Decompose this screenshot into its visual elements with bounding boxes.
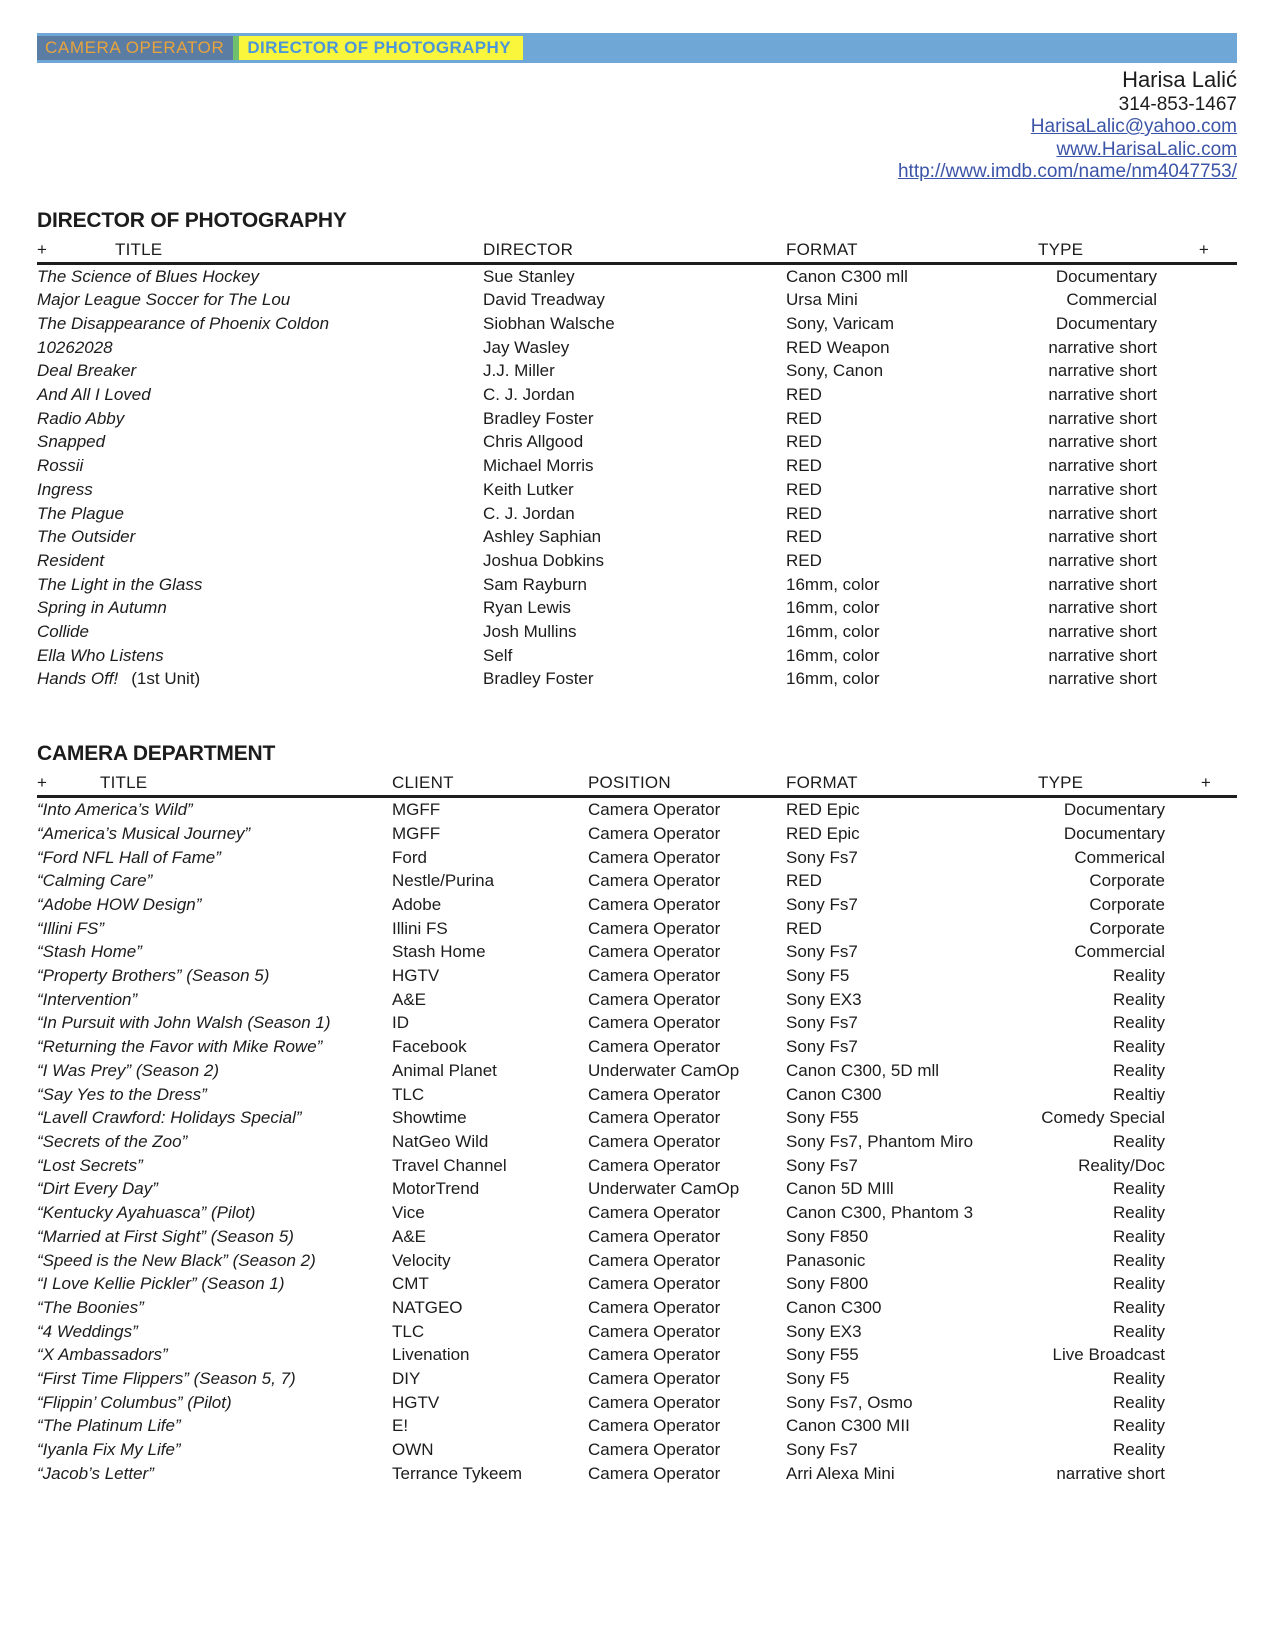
- cam-row-position: Camera Operator: [588, 1440, 721, 1460]
- cam-row-client: Stash Home: [392, 942, 486, 962]
- cam-row-title: “Married at First Sight” (Season 5): [37, 1226, 294, 1246]
- cam-row-client: DIY: [392, 1369, 421, 1389]
- cam-row-format: Canon C300, Phantom 3: [786, 1203, 974, 1223]
- cam-row-position: Camera Operator: [588, 1369, 721, 1389]
- cam-row: [37, 1272, 1237, 1296]
- cam-row-format: Sony Fs7: [786, 1037, 858, 1057]
- dp-row-director: Ashley Saphian: [483, 527, 602, 547]
- cam-row-position: Camera Operator: [588, 871, 721, 891]
- cam-row: [37, 1249, 1237, 1273]
- dp-section-heading: DIRECTOR OF PHOTOGRAPHY: [37, 208, 347, 232]
- cam-header-type: TYPE: [1038, 773, 1084, 793]
- cam-row-position: Camera Operator: [588, 1132, 721, 1151]
- cam-row-client: TLC: [392, 1321, 425, 1341]
- dp-row-director: Ryan Lewis: [483, 598, 571, 618]
- cam-row-format: RED Epic: [786, 800, 860, 820]
- cam-row-client: MGFF: [392, 800, 441, 820]
- cam-row-client: Velocity: [392, 1250, 451, 1270]
- dp-row-type: narrative short: [1048, 361, 1157, 381]
- cam-row-title: “Flippin’ Columbus” (Pilot): [37, 1392, 232, 1412]
- cam-row-position: Underwater CamOp: [588, 1060, 740, 1080]
- cam-row-title: “Adobe HOW Design”: [37, 894, 202, 914]
- cam-row-position: Camera Operator: [588, 1274, 721, 1294]
- cam-row-type: Commercial: [1074, 942, 1165, 962]
- cam-row-type: Comedy Special: [1041, 1108, 1165, 1128]
- cam-row-client: Vice: [392, 1203, 425, 1223]
- dp-row-type: narrative short: [1048, 479, 1157, 499]
- dp-row-format: RED: [786, 456, 822, 476]
- dp-row-title: Snapped: [37, 432, 106, 452]
- dp-row-type: narrative short: [1048, 456, 1157, 476]
- dp-row-format: 16mm, color: [786, 622, 880, 642]
- cam-row-client: CMT: [392, 1274, 429, 1294]
- dp-row: [37, 502, 1237, 526]
- dp-row: [37, 288, 1237, 312]
- cam-row: [37, 1035, 1237, 1059]
- cam-row-position: Camera Operator: [588, 1155, 721, 1175]
- cam-header-type-cell: [1038, 773, 1237, 793]
- dp-row-director: Chris Allgood: [483, 432, 584, 452]
- header-highlight-bar: [37, 33, 1237, 63]
- dp-row-director: Jay Wasley: [483, 337, 570, 357]
- cam-row-position: Camera Operator: [588, 966, 721, 986]
- cam-row-type: Reality: [1113, 1179, 1165, 1199]
- dp-row-type: Documentary: [1055, 313, 1157, 333]
- cam-row-type: Corporate: [1089, 918, 1165, 938]
- cam-row: [37, 798, 1237, 822]
- cam-row-title: “I Was Prey” (Season 2): [37, 1060, 220, 1080]
- cam-row: [37, 1130, 1237, 1154]
- dp-row-format: 16mm, color: [786, 574, 880, 594]
- dp-row-title: The Disappearance of Phoenix Coldon: [37, 313, 330, 333]
- cam-row-type: Documentary: [1063, 823, 1165, 843]
- cam-row-client: MGFF: [392, 823, 441, 843]
- dp-row-format: RED: [786, 385, 822, 405]
- cam-row-position: Camera Operator: [588, 894, 721, 914]
- dp-row-director: Siobhan Walsche: [483, 313, 615, 333]
- cam-row-title: “Dirt Every Day”: [37, 1179, 158, 1199]
- dp-row-title: Ella Who Listens: [37, 645, 164, 665]
- cam-row-type: Reality: [1113, 1132, 1165, 1151]
- cam-row: [37, 964, 1237, 988]
- cam-row-client: A&E: [392, 989, 427, 1009]
- dp-row-format: 16mm, color: [786, 669, 880, 689]
- cam-row-position: Camera Operator: [588, 1250, 721, 1270]
- dp-row-title-suffix: (1st Unit): [131, 669, 201, 689]
- dp-row-type: narrative short: [1048, 622, 1157, 642]
- cam-row-position: Camera Operator: [588, 1297, 721, 1317]
- cam-row-type: Reality: [1113, 966, 1165, 986]
- cam-row-type: Reality: [1113, 1416, 1165, 1436]
- dp-row-type: narrative short: [1048, 337, 1157, 357]
- cam-row-position: Camera Operator: [588, 823, 721, 843]
- dp-row-title: 10262028: [37, 337, 113, 357]
- cam-row-type: Commerical: [1074, 847, 1165, 867]
- dp-row-title: Rossii: [37, 456, 84, 476]
- dp-row-type: narrative short: [1048, 645, 1157, 665]
- cam-row-type: Realtiy: [1113, 1084, 1165, 1104]
- dp-table-rows: [37, 265, 1237, 692]
- cam-row-position: Camera Operator: [588, 1392, 721, 1412]
- cam-row-type: Reality/Doc: [1078, 1155, 1165, 1175]
- cam-row: [37, 1177, 1237, 1201]
- dp-row-director: Keith Lutker: [483, 479, 574, 499]
- cam-row-type: Reality: [1113, 1440, 1165, 1460]
- cam-row: [37, 822, 1237, 846]
- contact-block: [37, 67, 1237, 184]
- cam-row: [37, 988, 1237, 1012]
- dp-row-director: Joshua Dobkins: [483, 550, 604, 570]
- cam-row-type: Reality: [1113, 1203, 1165, 1223]
- dp-row-format: Canon C300 mll: [786, 266, 908, 286]
- cam-row-title: “America’s Musical Journey”: [37, 823, 251, 843]
- dp-row-format: 16mm, color: [786, 598, 880, 618]
- dp-row: [37, 644, 1237, 668]
- plus-sign-right: +: [1200, 773, 1211, 793]
- contact-name: Harisa Lalić: [1122, 67, 1237, 92]
- cam-row-format: Canon 5D MIll: [786, 1179, 894, 1199]
- cam-row-client: HGTV: [392, 1392, 440, 1412]
- imdb-link[interactable]: http://www.imdb.com/name/nm4047753/: [897, 161, 1237, 182]
- cam-row-format: Panasonic: [786, 1250, 866, 1270]
- camera-department-section: [37, 742, 1237, 1485]
- cam-row-position: Camera Operator: [588, 1416, 721, 1436]
- dp-row-title: Deal Breaker: [37, 361, 137, 381]
- cam-row-title: “X Ambassadors”: [37, 1345, 168, 1365]
- cam-row-format: Sony F5: [786, 1369, 850, 1389]
- cam-row-format: Sony Fs7, Osmo: [786, 1392, 913, 1412]
- cam-row-title: “In Pursuit with John Walsh (Season 1): [37, 1013, 331, 1033]
- dp-row: [37, 383, 1237, 407]
- cam-row-client: Facebook: [392, 1037, 467, 1057]
- cam-row-type: Reality: [1113, 1250, 1165, 1270]
- cam-row-client: TLC: [392, 1084, 425, 1104]
- cam-row-title: “Lavell Crawford: Holidays Special”: [37, 1108, 302, 1128]
- dp-row: [37, 549, 1237, 573]
- cam-row-position: Camera Operator: [588, 942, 721, 962]
- dp-row-director: C. J. Jordan: [483, 385, 575, 405]
- cam-row-type: Reality: [1113, 1392, 1165, 1412]
- dp-row: [37, 359, 1237, 383]
- cam-row-title: “Iyanla Fix My Life”: [37, 1440, 181, 1460]
- cam-row-format: Sony Fs7: [786, 1155, 858, 1175]
- dp-row-director: Self: [483, 645, 513, 665]
- dp-row-title: The Light in the Glass: [37, 574, 203, 594]
- cam-row-client: MotorTrend: [392, 1179, 480, 1199]
- cam-row: [37, 1106, 1237, 1130]
- cam-row-client: Animal Planet: [392, 1060, 497, 1080]
- dp-row-type: narrative short: [1048, 550, 1157, 570]
- dp-row: [37, 620, 1237, 644]
- cam-row: [37, 1391, 1237, 1415]
- dp-row-type: narrative short: [1048, 503, 1157, 523]
- cam-row-position: Camera Operator: [588, 800, 721, 820]
- dp-row-title: And All I Loved: [37, 385, 151, 405]
- cam-row-client: OWN: [392, 1440, 434, 1460]
- dp-row: [37, 265, 1237, 289]
- cam-header-client: CLIENT: [392, 773, 454, 793]
- cam-row-format: RED: [786, 871, 822, 891]
- cam-header-format: FORMAT: [786, 773, 858, 793]
- plus-sign-right: +: [1198, 239, 1209, 259]
- cam-row-position: Camera Operator: [588, 1084, 721, 1104]
- dp-header-format: FORMAT: [786, 239, 858, 259]
- dp-row-type: narrative short: [1048, 432, 1157, 452]
- cam-row-client: NATGEO: [392, 1297, 463, 1317]
- cam-row-type: Reality: [1113, 1037, 1165, 1057]
- cam-row-type: Live Broadcast: [1052, 1345, 1165, 1365]
- cam-row-position: Camera Operator: [588, 1463, 721, 1483]
- cam-row-format: RED: [786, 918, 822, 938]
- cam-row: [37, 940, 1237, 964]
- cam-row-format: Sony Fs7: [786, 894, 858, 914]
- plus-sign-left: +: [37, 773, 48, 793]
- cam-row-type: Reality: [1113, 1013, 1165, 1033]
- cam-row: [37, 1343, 1237, 1367]
- cam-row-format: Sony Fs7: [786, 847, 858, 867]
- dp-row: [37, 667, 1237, 691]
- cam-row-title: “Speed is the New Black” (Season 2): [37, 1250, 316, 1270]
- cam-row-position: Camera Operator: [588, 1037, 721, 1057]
- cam-row-title: “Into America’s Wild”: [37, 800, 193, 820]
- camera-operator-label: CAMERA OPERATOR: [37, 36, 233, 60]
- dp-row-title: Resident: [37, 550, 105, 570]
- cam-row: [37, 917, 1237, 941]
- cam-row-format: Canon C300, 5D mll: [786, 1060, 940, 1080]
- cam-row-format: Sony Fs7: [786, 942, 858, 962]
- cam-row-format: Canon C300: [786, 1084, 882, 1104]
- cam-row-type: Reality: [1113, 1297, 1165, 1317]
- cam-row-client: NatGeo Wild: [392, 1132, 489, 1151]
- cam-row-client: Livenation: [392, 1345, 470, 1365]
- website-link[interactable]: www.HarisaLalic.com: [1056, 138, 1237, 160]
- cam-row-position: Camera Operator: [588, 918, 721, 938]
- cam-row-title: “4 Weddings”: [37, 1321, 138, 1341]
- cam-row: [37, 1011, 1237, 1035]
- cam-row-client: Adobe: [392, 894, 442, 914]
- cam-row-position: Camera Operator: [588, 1345, 721, 1365]
- cam-row-position: Underwater CamOp: [588, 1179, 740, 1199]
- cam-row: [37, 1225, 1237, 1249]
- cam-row-position: Camera Operator: [588, 847, 721, 867]
- cam-row-title: “Lost Secrets”: [37, 1155, 143, 1175]
- dp-row-type: Documentary: [1055, 266, 1157, 286]
- cam-row: [37, 1462, 1237, 1486]
- dp-row-director: David Treadway: [483, 290, 605, 310]
- dp-row-format: RED: [786, 432, 822, 452]
- dp-section: [37, 209, 1237, 692]
- dp-row-director: Sue Stanley: [483, 266, 575, 286]
- cam-table-rows: [37, 798, 1237, 1485]
- dp-row: [37, 336, 1237, 360]
- cam-header-title: TITLE: [100, 773, 148, 793]
- cam-row-type: Reality: [1113, 1274, 1165, 1294]
- cam-header-position: POSITION: [588, 773, 671, 793]
- cam-row-format: RED Epic: [786, 823, 860, 843]
- dp-row-director: Michael Morris: [483, 456, 594, 476]
- cam-row-title: “Kentucky Ayahuasca” (Pilot): [37, 1203, 256, 1223]
- cam-row: [37, 1367, 1237, 1391]
- cam-row-format: Sony Fs7: [786, 1440, 858, 1460]
- cam-row-title: “Stash Home”: [37, 942, 142, 962]
- cam-row-title: “I Love Kellie Pickler” (Season 1): [37, 1274, 285, 1294]
- cam-row-format: Sony F850: [786, 1226, 869, 1246]
- dp-row-type: narrative short: [1048, 408, 1157, 428]
- camera-department-heading: CAMERA DEPARTMENT: [37, 742, 276, 766]
- dp-row-title: The Plague: [37, 503, 124, 523]
- dp-row-type: narrative short: [1048, 574, 1157, 594]
- cam-row: [37, 1083, 1237, 1107]
- dp-row: [37, 525, 1237, 549]
- cam-row-type: Documentary: [1063, 800, 1165, 820]
- cam-row: [37, 1320, 1237, 1344]
- dp-row-type: narrative short: [1048, 598, 1157, 618]
- cam-row-client: Travel Channel: [392, 1155, 507, 1175]
- dp-row-title: The Outsider: [37, 527, 136, 547]
- cam-row-client: Illini FS: [392, 918, 448, 938]
- cam-row-title: “Say Yes to the Dress”: [37, 1084, 207, 1104]
- cam-row-format: Sony F5: [786, 966, 850, 986]
- email-link[interactable]: HarisaLalic@yahoo.com: [1030, 116, 1237, 137]
- cam-row-client: Showtime: [392, 1108, 467, 1128]
- cam-row-format: Sony Fs7: [786, 1013, 858, 1033]
- cam-row-client: A&E: [392, 1226, 427, 1246]
- cam-row-type: Corporate: [1089, 894, 1165, 914]
- cam-row-title: “Secrets of the Zoo”: [37, 1132, 188, 1151]
- dp-row-title: The Science of Blues Hockey: [37, 266, 260, 286]
- cam-header-title-cell: [37, 773, 392, 793]
- cam-row-client: Nestle/Purina: [392, 871, 495, 891]
- cam-row-title: “Property Brothers” (Season 5): [37, 966, 270, 986]
- dp-row-title: Hands Off! (1st Unit): [37, 669, 201, 689]
- dp-header-title: TITLE: [115, 239, 163, 259]
- cam-row-title: “Intervention”: [37, 989, 138, 1009]
- cam-row-format: Sony Fs7, Phantom Miro: [786, 1132, 974, 1151]
- dp-row: [37, 573, 1237, 597]
- cam-row-type: narrative short: [1056, 1463, 1165, 1483]
- dp-header-director: DIRECTOR: [483, 239, 574, 259]
- cam-row-format: Sony F55: [786, 1345, 859, 1365]
- cam-row-title: “Jacob’s Letter”: [37, 1463, 154, 1483]
- dp-row: [37, 407, 1237, 431]
- dp-row-title: Radio Abby: [37, 408, 125, 428]
- cam-row-position: Camera Operator: [588, 1321, 721, 1341]
- dp-row-format: RED: [786, 527, 822, 547]
- cam-row-title: “First Time Flippers” (Season 5, 7): [37, 1369, 296, 1389]
- dp-row-director: C. J. Jordan: [483, 503, 575, 523]
- dp-row-director: Sam Rayburn: [483, 574, 587, 594]
- cam-row-client: ID: [392, 1013, 409, 1033]
- dp-row-format: Sony, Canon: [786, 361, 884, 381]
- dp-header-type-cell: [1038, 240, 1237, 260]
- cam-row-type: Reality: [1113, 989, 1165, 1009]
- cam-row: [37, 846, 1237, 870]
- dp-row-type: Commercial: [1066, 290, 1157, 310]
- cam-row: [37, 893, 1237, 917]
- cam-row-type: Reality: [1113, 1369, 1165, 1389]
- cam-row-type: Reality: [1113, 1321, 1165, 1341]
- dp-row: [37, 430, 1237, 454]
- cam-row-position: Camera Operator: [588, 1226, 721, 1246]
- dp-row-format: RED: [786, 550, 822, 570]
- cam-row-client: Terrance Tykeem: [392, 1463, 523, 1483]
- dp-row: [37, 454, 1237, 478]
- dp-row-format: RED: [786, 503, 822, 523]
- cam-row-title: “Returning the Favor with Mike Rowe”: [37, 1037, 323, 1057]
- dp-row-title: Collide: [37, 622, 89, 642]
- dp-row-title: Major League Soccer for The Lou: [37, 290, 291, 310]
- cam-row-title: “Calming Care”: [37, 871, 153, 891]
- dp-header-type: TYPE: [1038, 239, 1084, 259]
- cam-row: [37, 1296, 1237, 1320]
- cam-row: [37, 1059, 1237, 1083]
- cam-row: [37, 1438, 1237, 1462]
- cam-row-position: Camera Operator: [588, 1108, 721, 1128]
- cam-row-position: Camera Operator: [588, 1013, 721, 1033]
- dp-row: [37, 596, 1237, 620]
- dp-row-type: narrative short: [1048, 385, 1157, 405]
- contact-phone: 314-853-1467: [1118, 94, 1237, 115]
- cam-row-title: “Ford NFL Hall of Fame”: [37, 847, 221, 867]
- cam-row-position: Camera Operator: [588, 1203, 721, 1223]
- cam-row: [37, 1201, 1237, 1225]
- dp-row-format: RED: [786, 479, 822, 499]
- dp-row: [37, 312, 1237, 336]
- dp-row-director: Josh Mullins: [483, 622, 577, 642]
- cam-row-client: Ford: [392, 847, 427, 867]
- cam-row-title: “Illini FS”: [37, 918, 105, 938]
- cam-row-format: Canon C300: [786, 1297, 882, 1317]
- cam-row-format: Sony EX3: [786, 1321, 862, 1341]
- dp-row-format: RED: [786, 408, 822, 428]
- cam-row-client: E!: [392, 1416, 409, 1436]
- cam-row-title: “The Boonies”: [37, 1297, 144, 1317]
- dp-row-type: narrative short: [1048, 527, 1157, 547]
- dp-header-title-cell: [37, 240, 483, 260]
- cam-row-format: Arri Alexa Mini: [786, 1463, 895, 1483]
- dp-row-format: RED Weapon: [786, 337, 890, 357]
- dp-row-format: Sony, Varicam: [786, 313, 895, 333]
- dp-row-director: Bradley Foster: [483, 669, 594, 689]
- plus-sign-left: +: [37, 239, 48, 259]
- cam-row: [37, 1414, 1237, 1438]
- dp-row-format: 16mm, color: [786, 645, 880, 665]
- cam-row-format: Sony F55: [786, 1108, 859, 1128]
- dp-table-header: [37, 240, 1237, 265]
- cam-row-title: “The Platinum Life”: [37, 1416, 181, 1436]
- dp-row-type: narrative short: [1048, 669, 1157, 689]
- cam-row-format: Sony EX3: [786, 989, 862, 1009]
- cam-row-format: Sony F800: [786, 1274, 869, 1294]
- dp-row: [37, 478, 1237, 502]
- cam-row-type: Reality: [1113, 1060, 1165, 1080]
- dp-row-director: Bradley Foster: [483, 408, 594, 428]
- dp-row-title: Ingress: [37, 479, 93, 499]
- cam-row: [37, 869, 1237, 893]
- director-of-photography-label: DIRECTOR OF PHOTOGRAPHY: [239, 36, 523, 60]
- dp-row-title: Spring in Autumn: [37, 598, 167, 618]
- cam-row-client: HGTV: [392, 966, 440, 986]
- cam-table-header: [37, 773, 1237, 798]
- cam-row-type: Reality: [1113, 1226, 1165, 1246]
- dp-row-director: J.J. Miller: [483, 361, 555, 381]
- cam-row-position: Camera Operator: [588, 989, 721, 1009]
- dp-row-format: Ursa Mini: [786, 290, 858, 310]
- cam-row: [37, 1154, 1237, 1178]
- cam-row-format: Canon C300 MII: [786, 1416, 910, 1436]
- cam-row-type: Corporate: [1089, 871, 1165, 891]
